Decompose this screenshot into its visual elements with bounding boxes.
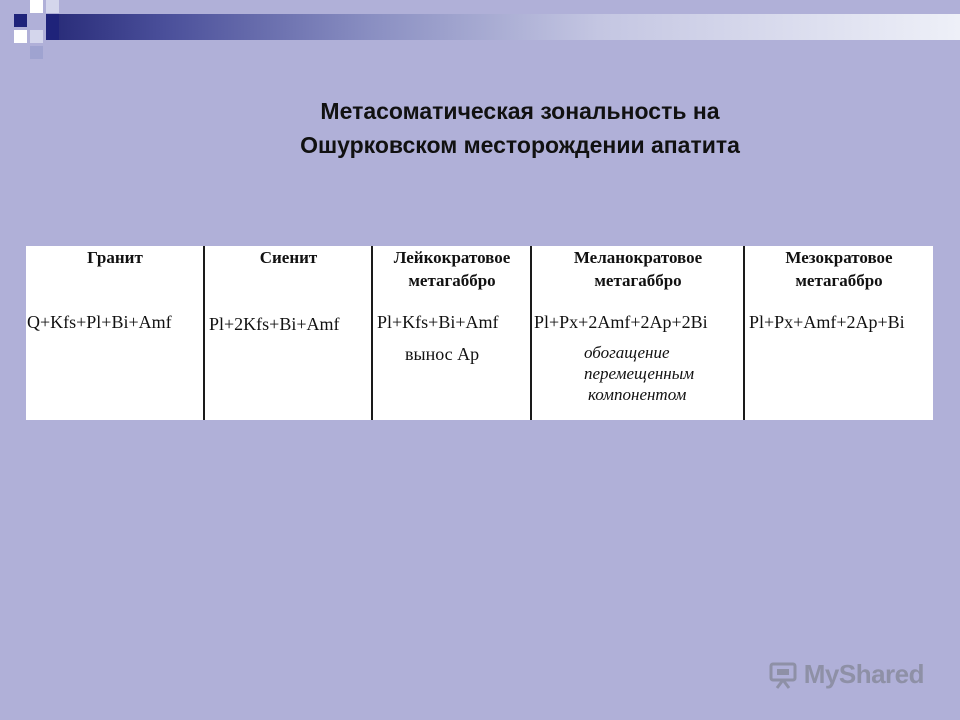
watermark-text: MyShared bbox=[803, 659, 924, 689]
mineral-formula: Q+Kfs+Pl+Bi+Amf bbox=[27, 312, 172, 332]
mineral-formula: Pl+Px+Amf+2Ap+Bi bbox=[749, 312, 905, 332]
header-line: метагаббро bbox=[408, 271, 496, 290]
presentation-board-icon bbox=[768, 661, 798, 689]
watermark bbox=[768, 659, 924, 690]
decor-square bbox=[30, 46, 43, 59]
zone-note: вынос Ap bbox=[405, 344, 480, 364]
header-line: Мезократовое bbox=[785, 248, 893, 267]
decor-square bbox=[46, 14, 59, 40]
header-line: Меланократовое bbox=[573, 248, 703, 267]
gradient-band bbox=[56, 14, 960, 40]
header-decoration bbox=[0, 0, 960, 60]
table-column-granite bbox=[26, 246, 204, 420]
note-line: перемещенным bbox=[584, 364, 695, 383]
note-line: компонентом bbox=[588, 385, 687, 404]
header-line: метагаббро bbox=[795, 271, 883, 290]
title-line-1: Метасоматическая зональность на bbox=[320, 98, 720, 124]
mineral-formula: Pl+2Kfs+Bi+Amf bbox=[209, 314, 340, 334]
zonality-table bbox=[26, 246, 933, 420]
column-header bbox=[26, 246, 204, 269]
header-line: Лейкократовое bbox=[393, 248, 511, 267]
mineral-formula: Pl+Kfs+Bi+Amf bbox=[377, 312, 499, 332]
table-column-syenite bbox=[205, 246, 372, 420]
title-line-2: Ошурковском месторождении апатита bbox=[300, 132, 740, 158]
column-header bbox=[745, 246, 933, 292]
zone-note bbox=[584, 342, 694, 405]
note-line: обогащение bbox=[584, 343, 670, 362]
table-column-mesocratic bbox=[745, 246, 933, 420]
header-line: Гранит bbox=[87, 248, 143, 267]
mineral-formula: Pl+Px+2Amf+2Ap+2Bi bbox=[534, 312, 708, 332]
column-header bbox=[205, 246, 372, 269]
table-column-leucocratic bbox=[373, 246, 531, 420]
decor-square bbox=[14, 14, 27, 27]
decor-square bbox=[30, 30, 43, 43]
decor-square bbox=[14, 30, 27, 43]
header-line: Сиенит bbox=[259, 248, 318, 267]
table-column-melanocratic bbox=[532, 246, 744, 420]
decor-square bbox=[46, 0, 59, 13]
decor-square bbox=[30, 0, 43, 13]
header-line: метагаббро bbox=[594, 271, 682, 290]
slide-title bbox=[160, 94, 880, 162]
column-header bbox=[532, 246, 744, 292]
column-header bbox=[373, 246, 531, 292]
